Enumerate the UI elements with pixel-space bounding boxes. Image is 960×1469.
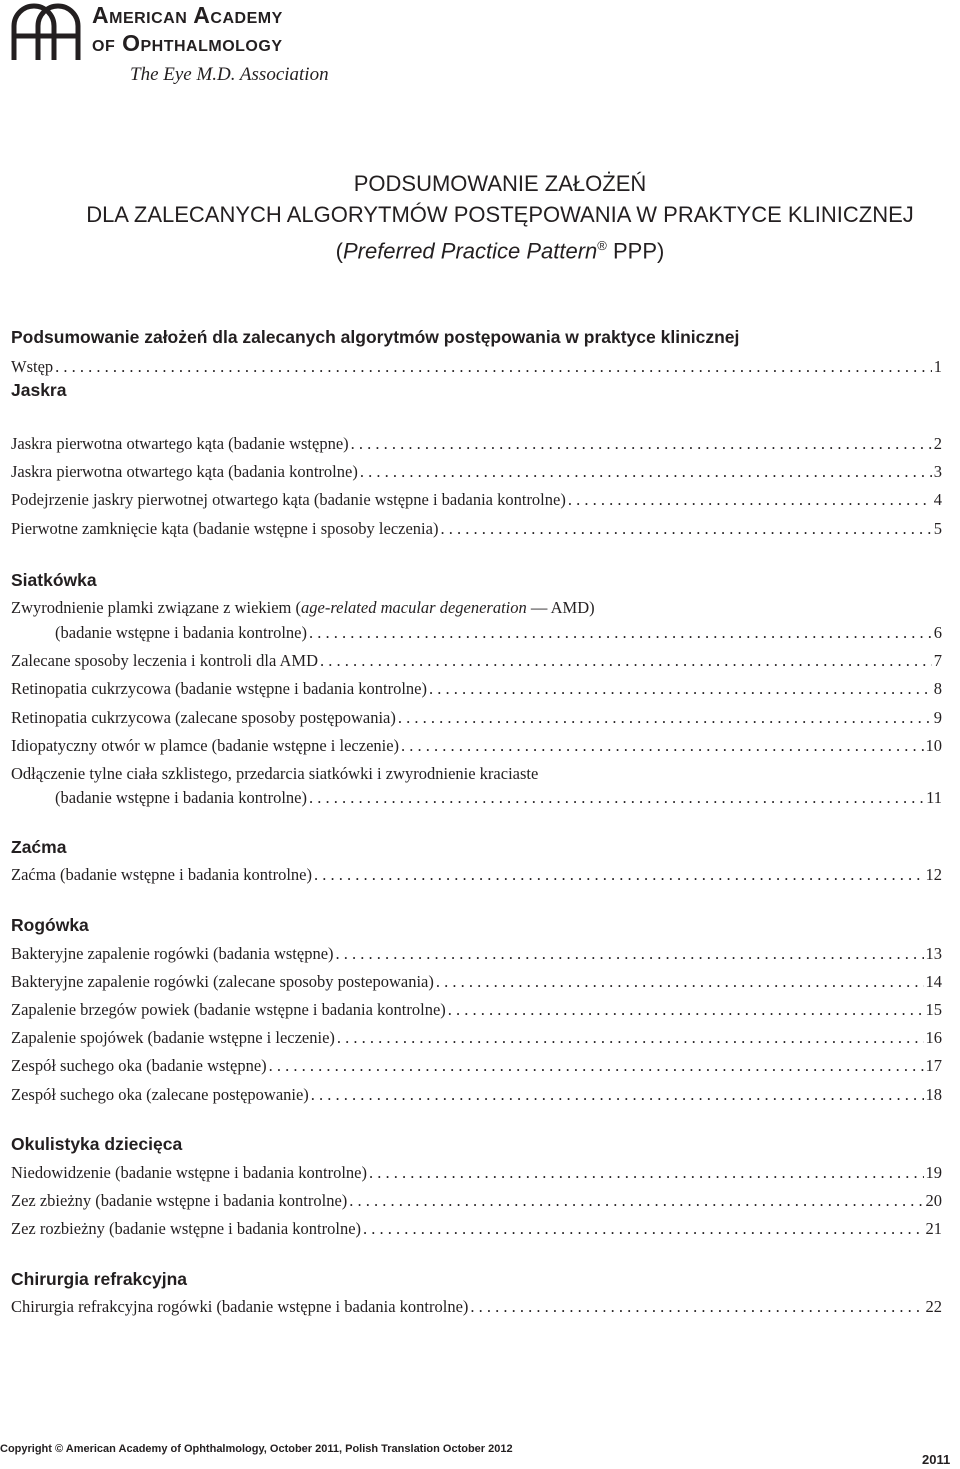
toc-entry-page: 18 (925, 1085, 942, 1104)
toc-entry-page: 10 (925, 736, 942, 755)
dot-leader (448, 1000, 924, 1020)
toc-entry-title: Zez zbieżny (badanie wstępne i badania kontrolne) (11, 1191, 348, 1210)
toc-entry-title: (badanie wstępne i badania kontrolne) (55, 788, 307, 807)
dot-leader (363, 1219, 923, 1239)
dot-leader (351, 434, 932, 454)
toc-entry-title: Chirurgia refrakcyjna rogówki (badanie wstępne i badania kontrolne) (11, 1297, 469, 1316)
toc-entry[interactable] (11, 708, 942, 732)
toc-entry-page: 13 (925, 944, 942, 963)
aao-logo-mark-icon (10, 0, 82, 62)
dot-leader (309, 623, 932, 643)
org-name-line1: American Academy (92, 2, 283, 28)
toc-entry[interactable] (11, 1085, 942, 1109)
toc-entry-page: 22 (925, 1297, 942, 1316)
toc-entry-page: 4 (933, 490, 942, 509)
dot-leader (309, 788, 924, 808)
toc-entry-title: Bakteryjne zapalenie rogówki (badania wstępne) (11, 944, 334, 963)
dot-leader (429, 679, 932, 699)
toc-entry-title: Zez rozbieżny (badanie wstępne i badania kontrolne) (11, 1219, 362, 1238)
toc-entry-title: Zespół suchego oka (zalecane postępowanie) (11, 1085, 309, 1104)
toc-entry[interactable] (11, 1163, 942, 1187)
section-heading-siatkowka: Siatkówka (11, 570, 97, 590)
footer-copyright: Copyright © American Academy of Ophthalmology, October 2011, Polish Translation October 2012 (0, 1443, 513, 1455)
dot-leader (401, 736, 923, 756)
title-line-2: DLA ZALECANYCH ALGORYTMÓW POSTĘPOWANIA W PRAKTYCE KLINICZNEJ (86, 202, 914, 227)
title-line-1: PODSUMOWANIE ZAŁOŻEŃ (353, 171, 647, 196)
dot-leader (55, 357, 932, 377)
toc-entry-title: Pierwotne zamknięcie kąta (badanie wstępne i sposoby leczenia) (11, 519, 439, 538)
toc-entry-title: Wstęp (11, 357, 54, 376)
toc-entry[interactable] (11, 1056, 942, 1080)
toc-entry-title-italic: age-related macular degeneration (301, 598, 527, 617)
dot-leader (269, 1056, 924, 1076)
toc-entry-title: Jaskra pierwotna otwartego kąta (badanie wstępne) (11, 434, 349, 453)
toc-entry[interactable] (11, 736, 942, 760)
toc-entry-title: Zespół suchego oka (badanie wstępne) (11, 1056, 267, 1075)
toc-entry[interactable] (11, 1297, 942, 1321)
title-line-3-close: PPP) (606, 238, 665, 264)
toc-entry[interactable] (11, 1000, 942, 1024)
toc-entry-title: Zapalenie brzegów powiek (badanie wstępne i badania kontrolne) (11, 1000, 446, 1019)
section-heading-okulistyka-dziecieca: Okulistyka dziecięca (11, 1134, 183, 1154)
dot-leader (311, 1085, 924, 1105)
toc-entry-title-part: Zwyrodnienie plamki związane z wiekiem ( (11, 598, 302, 617)
document-title (0, 168, 960, 266)
title-line-3-italic: Preferred Practice Pattern (342, 238, 598, 264)
section-heading-chirurgia-refrakcyjna: Chirurgia refrakcyjna (11, 1269, 188, 1289)
toc-entry[interactable] (11, 944, 942, 968)
toc-entry[interactable] (11, 865, 942, 889)
toc-entry-title: Retinopatia cukrzycowa (zalecane sposoby postępowania) (11, 708, 396, 727)
org-name-line2: of Ophthalmology (92, 30, 283, 56)
toc-entry-page: 2 (933, 434, 942, 453)
toc-entry-title-line1 (11, 598, 595, 618)
toc-entry-page: 14 (925, 972, 942, 991)
dot-leader (360, 462, 932, 482)
registered-mark: ® (597, 238, 607, 253)
toc-entry-page: 1 (933, 357, 942, 376)
toc-entry-title: Zapalenie spojówek (badanie wstępne i leczenie) (11, 1028, 335, 1047)
dot-leader (369, 1163, 924, 1183)
toc-entry[interactable] (11, 434, 942, 458)
toc-entry-page: 11 (926, 788, 942, 807)
title-line-3 (0, 230, 960, 266)
toc-entry[interactable] (11, 972, 942, 996)
toc-entry-page: 19 (925, 1163, 942, 1182)
toc-entry-page: 17 (925, 1056, 942, 1075)
toc-entry-title: Idiopatyczny otwór w plamce (badanie wstępne i leczenie) (11, 736, 400, 755)
toc-entry-title: Niedowidzenie (badanie wstępne i badania kontrolne) (11, 1163, 367, 1182)
toc-entry-page: 5 (933, 519, 942, 538)
section-heading-zacma: Zaćma (11, 837, 67, 857)
toc-entry[interactable] (11, 519, 942, 543)
toc-entry[interactable] (11, 679, 942, 703)
toc-entry[interactable] (11, 1028, 942, 1052)
section-heading-rogowka: Rogówka (11, 915, 89, 935)
toc-entry[interactable] (11, 462, 942, 486)
aao-logo (10, 0, 370, 90)
toc-entry-page: 15 (925, 1000, 942, 1019)
dot-leader (568, 490, 932, 510)
toc-entry[interactable] (11, 651, 942, 675)
dot-leader (470, 1297, 923, 1317)
dot-leader (336, 944, 924, 964)
org-tagline: The Eye M.D. Association (130, 64, 329, 85)
toc-entry-page: 12 (925, 865, 942, 884)
toc-entry-title: Podejrzenie jaskry pierwotnej otwartego kąta (badanie wstępne i badania kontrolne) (11, 490, 566, 509)
dot-leader (314, 865, 924, 885)
dot-leader (398, 708, 932, 728)
toc-entry[interactable] (55, 788, 942, 812)
toc-entry[interactable] (55, 623, 942, 647)
dot-leader (440, 519, 931, 539)
toc-entry-page: 9 (933, 708, 942, 727)
toc-entry-title: Retinopatia cukrzycowa (badanie wstępne i badania kontrolne) (11, 679, 428, 698)
toc-entry-page: 6 (933, 623, 942, 642)
dot-leader (337, 1028, 924, 1048)
toc-entry-title: Jaskra pierwotna otwartego kąta (badania kontrolne) (11, 462, 358, 481)
toc-entry-title: Zaćma (badanie wstępne i badania kontrolne) (11, 865, 312, 884)
toc-entry-page: 21 (925, 1219, 942, 1238)
toc-entry-page: 7 (933, 651, 942, 670)
toc-entry-title: Bakteryjne zapalenie rogówki (zalecane sposoby postepowania) (11, 972, 434, 991)
toc-entry-title-line1: Odłączenie tylne ciała szklistego, przedarcia siatkówki i zwyrodnienie kraciaste (11, 764, 539, 783)
toc-entry-page: 20 (925, 1191, 942, 1210)
toc-entry[interactable] (11, 490, 942, 514)
dot-leader (436, 972, 924, 992)
dot-leader (320, 651, 932, 671)
toc-entry-page: 3 (933, 462, 942, 481)
footer-year: 2011 (922, 1452, 951, 1467)
dot-leader (349, 1191, 923, 1211)
section-heading-jaskra: Jaskra (11, 380, 67, 400)
toc-heading: Podsumowanie założeń dla zalecanych algorytmów postępowania w praktyce klinicznej (11, 327, 740, 347)
toc-entry[interactable] (11, 1191, 942, 1215)
toc-entry[interactable] (11, 1219, 942, 1243)
toc-entry-title: Zalecane sposoby leczenia i kontroli dla AMD (11, 651, 318, 670)
toc-entry-page: 8 (933, 679, 942, 698)
toc-entry-intro[interactable] (11, 357, 942, 381)
toc-entry-page: 16 (925, 1028, 942, 1047)
title-line-3-open: ( (335, 238, 343, 264)
toc-entry-title: (badanie wstępne i badania kontrolne) (55, 623, 307, 642)
toc-entry-title-part: — AMD) (526, 598, 595, 617)
